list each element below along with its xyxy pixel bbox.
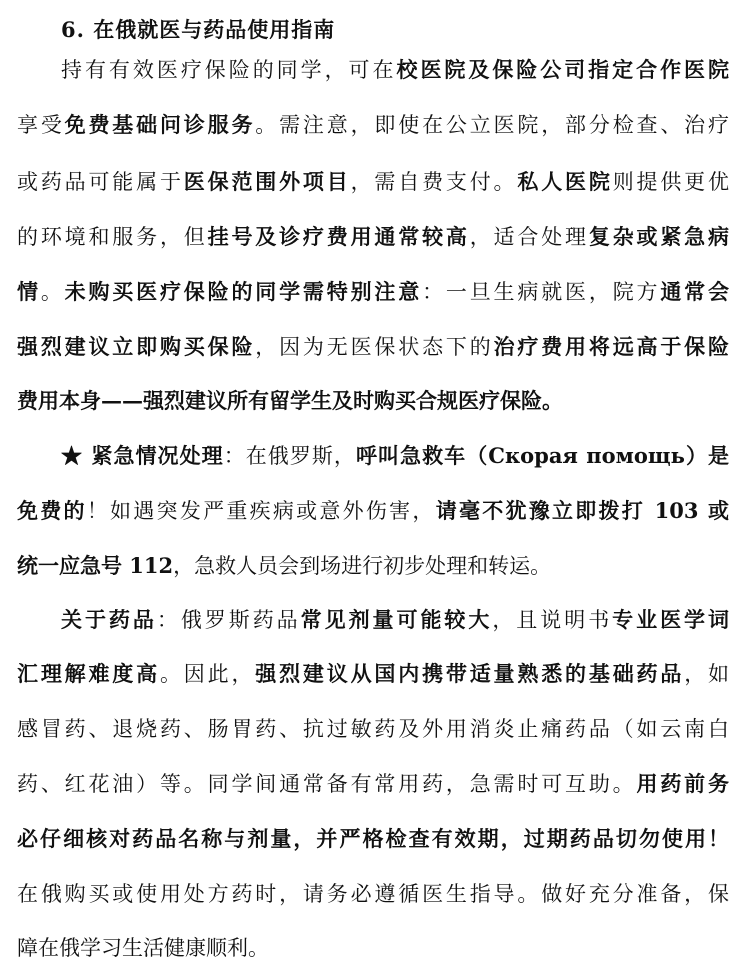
bold-text: 费用本身——强烈建议所有留学生及时购买合规医疗保险。 — [17, 388, 563, 413]
bold-text: 请毫不犹豫立即拨打 103 或 — [435, 498, 729, 523]
bold-text: 汇理解难度高 — [17, 661, 160, 686]
text-line — [17, 278, 729, 306]
bold-text: 呼叫急救车（Скорая помощь）是 — [355, 443, 729, 468]
text-run: ，且说明书 — [492, 608, 613, 632]
bold-text: 常见剂量可能较大 — [300, 607, 493, 632]
text-line — [17, 333, 729, 361]
text-run: 。 — [40, 280, 65, 304]
text-line — [17, 387, 563, 415]
text-run: 感冒药、退烧药、肠胃药、抗过敏药及外用消炎止痛药品（如云南白 — [17, 717, 729, 741]
text-line — [17, 497, 729, 525]
text-line — [61, 442, 729, 470]
text-run: ，急救人员会到场进行初步处理和转运。 — [173, 554, 552, 578]
bold-text: 校医院及保险公司指定合作医院 — [396, 57, 729, 82]
bold-text: 强烈建议从国内携带适量熟悉的基础药品 — [255, 661, 685, 686]
bold-text: 用药前务 — [636, 771, 729, 796]
text-run: ：一旦生病就医，院方 — [422, 280, 661, 304]
bold-text: 免费基础问诊服务 — [64, 112, 256, 137]
text-run: 持有有效医疗保险的同学，可在 — [61, 58, 397, 82]
text-run: 则提供更优 — [612, 170, 729, 194]
bold-text: 情 — [17, 279, 41, 304]
text-line — [17, 660, 729, 688]
text-run: 享受 — [17, 113, 65, 137]
text-run: ，如 — [684, 662, 729, 686]
text-line — [17, 168, 729, 196]
bold-text: 强烈建议立即购买保险 — [17, 334, 256, 359]
bold-text: 挂号及诊疗费用通常较高 — [207, 224, 470, 249]
text-run: 障在俄学习生活健康顺利。 — [17, 936, 269, 960]
text-line — [17, 934, 269, 962]
text-run: ：在俄罗斯， — [223, 444, 356, 468]
text-line — [17, 880, 729, 908]
bold-text: 关于药品 — [61, 607, 157, 632]
text-line — [17, 715, 729, 743]
text-line — [17, 223, 729, 251]
bold-text: 复杂或紧急病 — [588, 224, 729, 249]
text-run: ，需自费支付。 — [350, 170, 518, 194]
bold-text: 专业医学词 — [612, 607, 729, 632]
text-run: ：俄罗斯药品 — [156, 608, 301, 632]
section-heading: 6. 在俄就医与药品使用指南 — [61, 17, 336, 42]
text-run: ，适合处理 — [469, 225, 589, 249]
text-run: 的环境和服务，但 — [17, 225, 208, 249]
text-run: 。因此， — [159, 662, 256, 686]
bold-text: 免费的 — [17, 498, 87, 523]
text-run: 药、红花油）等。同学间通常备有常用药，急需时可互助。 — [17, 772, 637, 796]
text-line — [17, 111, 729, 139]
text-run: 在俄购买或使用处方药时，请务必遵循医生指导。做好充分准备，保 — [17, 882, 729, 906]
text-line — [17, 825, 729, 853]
bold-text: 必仔细核对药品名称与剂量，并严格检查有效期，过期药品切勿使用！ — [17, 826, 729, 851]
bold-text: ★ — [61, 443, 92, 468]
bold-text: 紧急情况处理 — [91, 443, 224, 468]
text-run: ！如遇突发严重疾病或意外伤害， — [86, 499, 436, 523]
text-line — [17, 770, 729, 798]
text-run: ，因为无医保状态下的 — [255, 335, 494, 359]
bold-text: 医保范围外项目 — [183, 169, 351, 194]
bold-text: 统一应急号 112 — [17, 553, 174, 578]
text-line — [61, 606, 729, 634]
bold-text: 未购买医疗保险的同学需特别注意 — [64, 279, 423, 304]
text-line — [61, 56, 729, 84]
bold-text: 私人医院 — [517, 169, 613, 194]
text-run: 。需注意，即使在公立医院，部分检查、治疗 — [255, 113, 729, 137]
bold-text: 治疗费用将远高于保险 — [493, 334, 729, 359]
text-line — [17, 552, 551, 580]
text-run: 或药品可能属于 — [17, 170, 184, 194]
bold-text: 通常会 — [660, 279, 729, 304]
